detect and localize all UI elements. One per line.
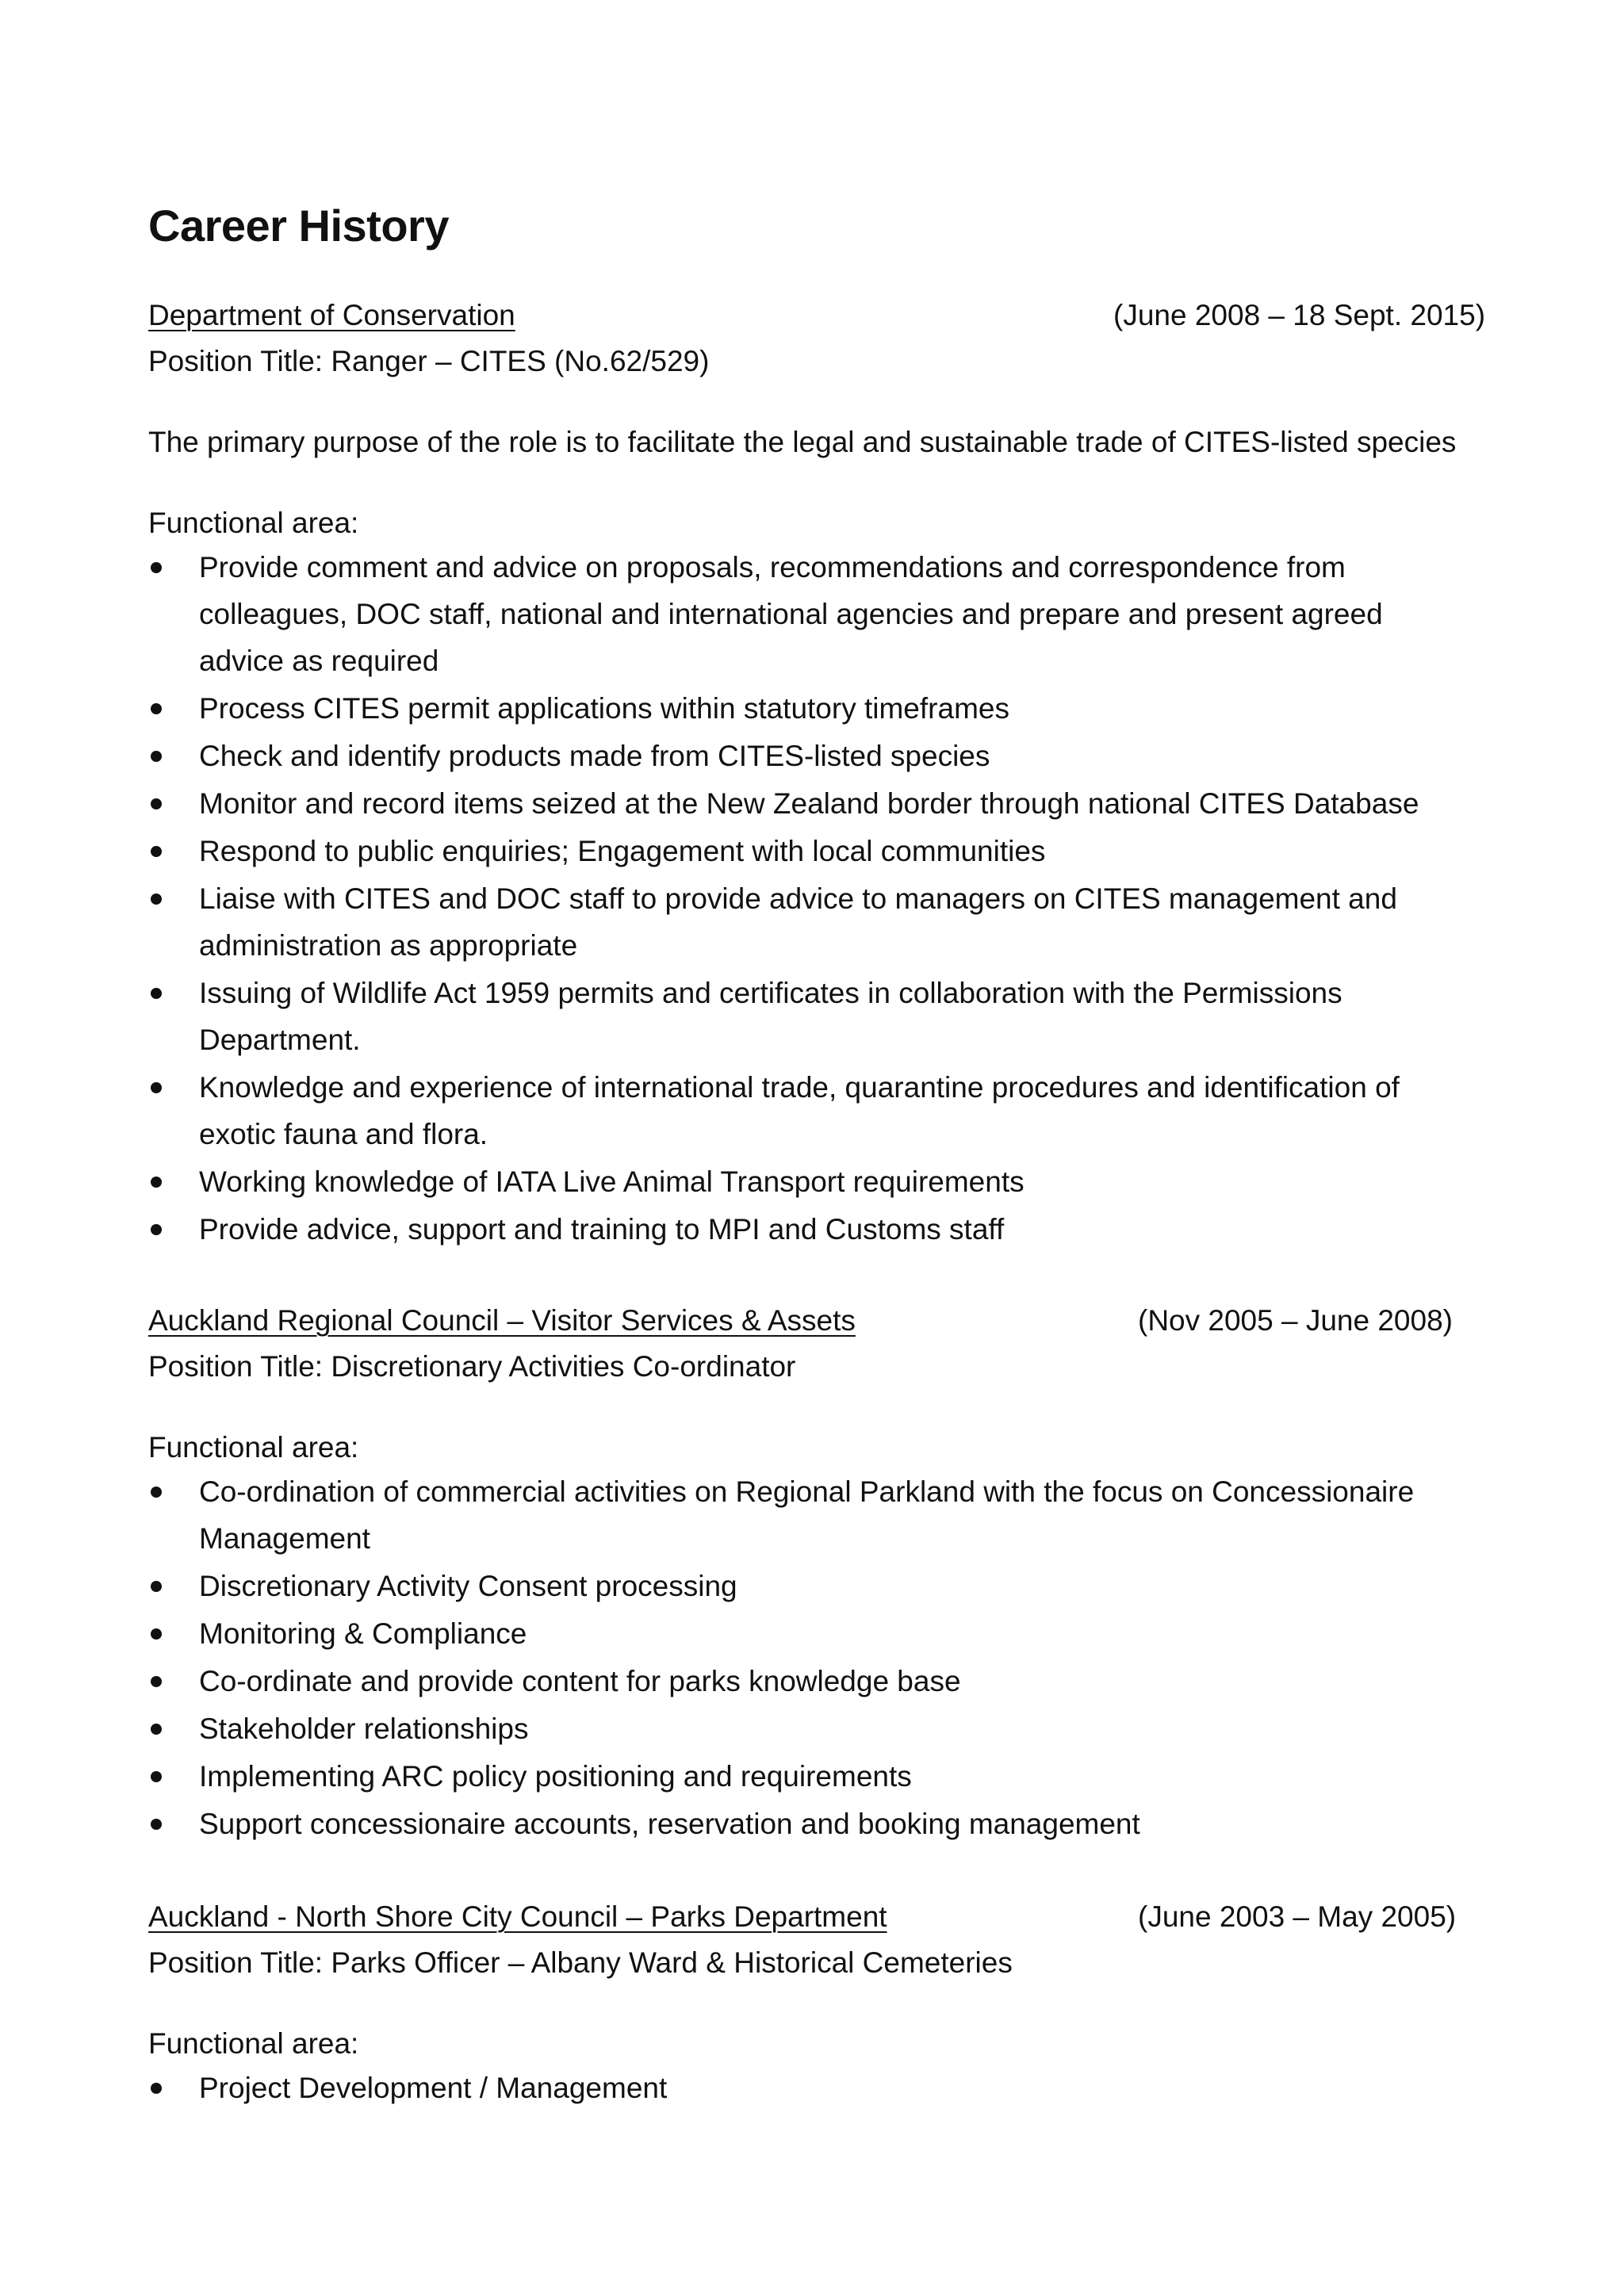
functional-area-label: Functional area: [148, 507, 359, 539]
employment-dates: (Nov 2005 – June 2008) [1138, 1304, 1453, 1337]
employer-name: Auckland - North Shore City Council – Parks Department [148, 1900, 887, 1933]
list-item: Check and identify products made from CITES-listed species [148, 733, 1469, 779]
list-item: Stakeholder relationships [148, 1705, 1469, 1752]
functional-area-list [148, 544, 1469, 1253]
list-item: Co-ordinate and provide content for parks knowledge base [148, 1658, 1469, 1705]
functional-area-label: Functional area: [148, 1431, 359, 1464]
list-item: Discretionary Activity Consent processing [148, 1563, 1469, 1609]
functional-area-label: Functional area: [148, 2027, 359, 2060]
list-item: Support concessionaire accounts, reservation and booking management [148, 1800, 1469, 1847]
position-title: Position Title: Discretionary Activities Co-ordinator [148, 1350, 796, 1383]
employment-dates: (June 2008 – 18 Sept. 2015) [1113, 299, 1486, 331]
list-item: Issuing of Wildlife Act 1959 permits and certificates in collaboration with the Permissions Department. [148, 970, 1469, 1063]
list-item: Respond to public enquiries; Engagement with local communities [148, 828, 1469, 874]
page-title: Career History [148, 201, 449, 251]
list-item: Liaise with CITES and DOC staff to provide advice to managers on CITES management and administration as appropriate [148, 875, 1469, 969]
list-item: Co-ordination of commercial activities on Regional Parkland with the focus on Concessionaire Management [148, 1468, 1469, 1562]
list-item: Working knowledge of IATA Live Animal Transport requirements [148, 1158, 1469, 1205]
list-item: Knowledge and experience of international trade, quarantine procedures and identification of exotic fauna and flora. [148, 1064, 1469, 1158]
position-title: Position Title: Parks Officer – Albany Ward & Historical Cemeteries [148, 1946, 1013, 1979]
list-item: Provide comment and advice on proposals, recommendations and correspondence from colleagues, DOC staff, national and international agencies and prepare and present agreed advice as required [148, 544, 1469, 684]
employment-dates: (June 2003 – May 2005) [1138, 1900, 1457, 1933]
list-item: Monitoring & Compliance [148, 1610, 1469, 1657]
functional-area-list [148, 1468, 1469, 1848]
list-item: Provide advice, support and training to MPI and Customs staff [148, 1206, 1469, 1253]
position-title: Position Title: Ranger – CITES (No.62/529) [148, 345, 710, 377]
list-item: Process CITES permit applications within statutory timeframes [148, 685, 1469, 732]
list-item: Monitor and record items seized at the New Zealand border through national CITES Database [148, 780, 1469, 827]
functional-area-list [148, 2064, 1469, 2112]
employer-name: Auckland Regional Council – Visitor Services & Assets [148, 1304, 856, 1337]
role-purpose: The primary purpose of the role is to facilitate the legal and sustainable trade of CITES-listed species [148, 426, 1457, 458]
employer-name: Department of Conservation [148, 299, 515, 331]
list-item: Project Development / Management [148, 2064, 1469, 2111]
list-item: Implementing ARC policy positioning and requirements [148, 1753, 1469, 1800]
